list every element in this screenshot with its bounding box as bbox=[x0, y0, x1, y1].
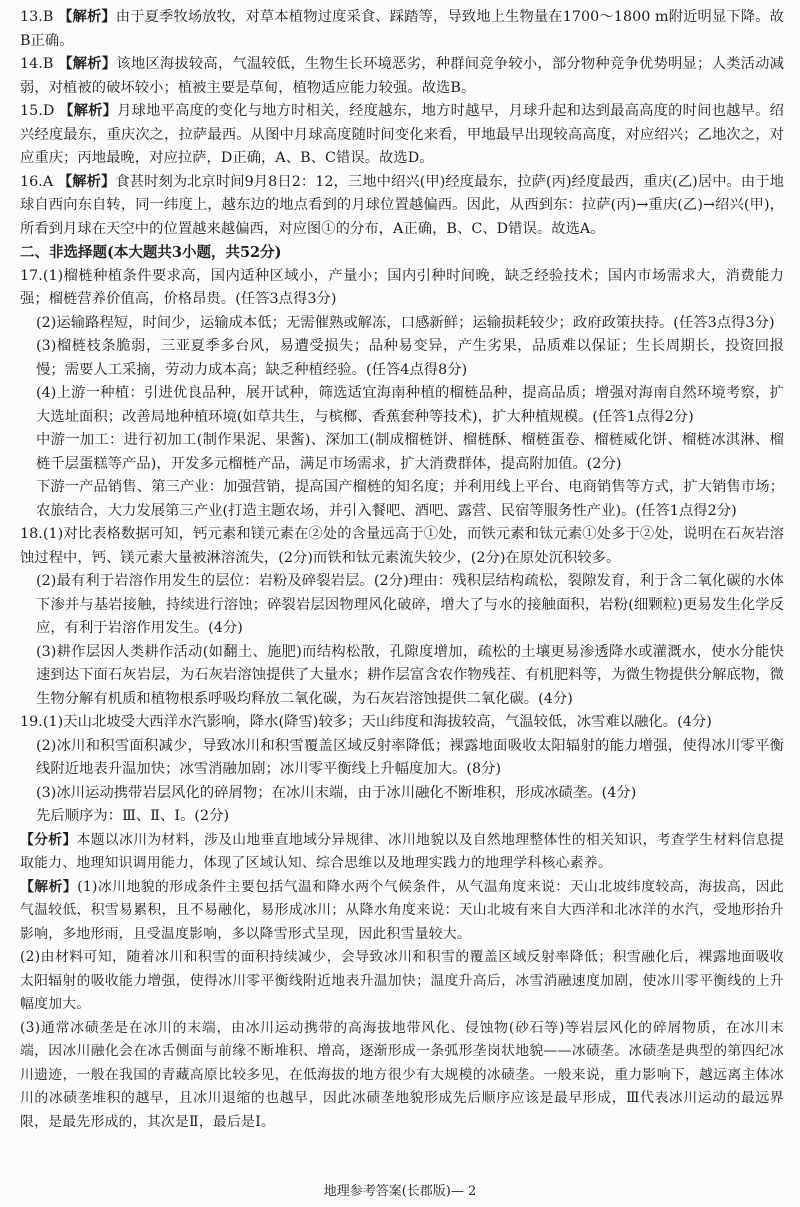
analysis-paragraph bbox=[20, 829, 784, 876]
q19-part2: (2)冰川和积雪面积减少，导致冰川和积雪覆盖区域反射率降低；裸露地面吸收太阳辐射的能力增强，使得冰川零平衡线附近地表升温加快；冰雪消融加剧；冰川零平衡线上升幅度加大。(8分) bbox=[36, 737, 784, 777]
q17-part3: (3)榴梿枝条脆弱，三亚夏季多台风，易遭受损失；品种易变异，产生劣果，品质难以保证；生长周期长，投资回报慢；需要人工采摘，劳动力成本高；缺乏种植经验。(任答4点得8分) bbox=[36, 338, 784, 378]
analysis-tag: 【分析】 bbox=[20, 831, 77, 848]
q19-part1: 19.(1)天山北坡受大西洋水汽影响，降水(降雪)较多；天山纬度和海拔较高，气温较低，冰雪难以融化。(4分) bbox=[20, 714, 712, 730]
answer-16 bbox=[20, 171, 784, 242]
analysis-tag: 【解析】 bbox=[57, 173, 116, 190]
answer-text: 由于夏季牧场放牧，对草本植物过度采食、踩踏等，导致地上生物量在1700～1800 m附近明显下降。故B正确。 bbox=[20, 9, 784, 49]
explanation-part1 bbox=[20, 876, 784, 947]
q17-part1: 17.(1)榴梿种植条件要求高，国内适种区域小，产量小；国内引种时间晚，缺乏经验技术；国内市场需求大，消费能力强；榴梿营养价值高，价格昂贵。(任答3点得3分) bbox=[20, 267, 784, 307]
analysis-tag: 【解析】 bbox=[59, 103, 118, 119]
explanation-text: (1)冰川地貌的形成条件主要包括气温和降水两个气候条件，从气温角度来说：天山北坡纬度较高，海拔高，因此气温较低，积雪易累积，且不易融化，易形成冰川；从降水角度来说：天山北坡有来自大西洋和北冰洋的水汽，受地形抬升影响，多地形雨，且受温度影响，多以降雪形式呈现，因此积雪量较大。 bbox=[20, 878, 784, 942]
answer-number: 13.B bbox=[20, 9, 54, 25]
q18-part3: (3)耕作层因人类耕作活动(如翻土、施肥)而结构松散，孔隙度增加，疏松的土壤更易渗透降水或灌溉水，使水分能快速到达下面石灰岩层，为石灰岩溶蚀提供了大量水；耕作层富含农作物残茬、有机肥料等，为微生物提供分解底物，微生物分解有机质和植物根系呼吸均释放二氧化碳，为石灰岩溶蚀提供二氧化碳。(4分) bbox=[36, 643, 784, 707]
q17-part4-downstream: 下游一产品销售、第三产业：加强营销，提高国产榴梿的知名度；并利用线上平台、电商销售等方式，扩大销售市场；农旅结合，大力发展第三产业(打造主题农场，并引入餐吧、酒吧、露营、民宿等服务性产业)。(任答1点得2分) bbox=[36, 479, 784, 519]
explanation-part3: (3)通常冰碛垄是在冰川的末端，由冰川运动携带的高海拔地带风化、侵蚀物(砂石等)等岩层风化的碎屑物质，在冰川末端，因冰川融化会在冰舌侧面与前缘不断堆积、增高，逐渐形成一条弧形垄岗状地貌——冰碛垄。冰碛垄是典型的第四纪冰川遗迹，一般在我国的青藏高原比较多见，在低海拔的地方很少有大规模的冰碛垄。一般来说，重力影响下，越远离主体冰川的冰碛垄堆积的越早，且冰川退缩的也越早，因此冰碛垄地貌形成先后顺序应该是最早形成，Ⅲ代表冰川运动的最远界限，是最先形成的，其次是Ⅱ，最后是Ⅰ。 bbox=[20, 1019, 784, 1130]
answer-13 bbox=[20, 6, 784, 53]
answer-text: 月球地平高度的变化与地方时相关，经度越东，地方时越早，月球升起和达到最高高度的时间也越早。绍兴经度最东，重庆次之，拉萨最西。从图中月球高度随时间变化来看，甲地最早出现较高高度，对应绍兴；乙地次之，对应重庆；丙地最晚，对应拉萨，D正确，A、B、C错误。故选D。 bbox=[20, 103, 784, 166]
q19-part3: (3)冰川运动携带岩层风化的碎屑物；在冰川末端，由于冰川融化不断堆积，形成冰碛垄。(4分) bbox=[36, 784, 637, 801]
answer-number: 15.D bbox=[20, 103, 55, 119]
q17-part4: (4)上游一种植：引进优良品种，展开试种，筛选适宜海南种植的榴梿品种，提高品质；增强对海南自然环境考察，扩大选址面积；改善局地种植环境(如草共生，与槟榔、香蕉套种等技术)，扩大种植规模。(任答1点得2分) bbox=[36, 385, 784, 425]
q17-part4-midstream: 中游一加工：进行初加工(制作果泥、果酱)、深加工(制成榴梿饼、榴梿酥、榴梿蛋卷、榴梿威化饼、榴梿冰淇淋、榴梿千层蛋糕等产品)，开发多元榴梿产品，满足市场需求，扩大消费群体，提高附加值。(2分) bbox=[36, 432, 784, 472]
analysis-tag: 【解析】 bbox=[58, 9, 116, 25]
q18-part2: (2)最有利于岩溶作用发生的层位：岩粉及碎裂岩层。(2分)理由：残积层结构疏松，裂隙发育，利于含二氧化碳的水体下渗并与基岩接触，持续进行溶蚀；碎裂岩层因物理风化破碎，增大了与水的接触面积，岩粉(细颗粒)更易发生化学反应，有利于岩溶作用发生。(4分) bbox=[36, 573, 784, 636]
answer-text: 食甚时刻为北京时间9月8日2：12，三地中绍兴(甲)经度最东，拉萨(丙)经度最西，重庆(乙)居中。由于地球自西向东自转，同一纬度上，越东边的地点看到的月球位置越偏西。因此，从西到东：拉萨(丙)→重庆(乙)→绍兴(甲)，所看到月球在天空中的位置越来越偏西，对应图①的分布，A正确，B、C、D错误。故选A。 bbox=[20, 173, 784, 237]
q18-part1: 18.(1)对比表格数据可知，钙元素和镁元素在②处的含量远高于①处，而铁元素和钛元素①处多于②处，说明在石灰岩溶蚀过程中，钙、镁元素大量被淋溶流失，(2分)而铁和钛元素流失较少，(2分)在原处沉积较多。 bbox=[20, 526, 784, 566]
answer-14 bbox=[20, 53, 784, 100]
answer-text: 该地区海拔较高，气温较低，生物生长环境恶劣，种群间竞争较小，部分物种竞争优势明显；人类活动减弱，对植被的破坏较小；植被主要是草甸，植物适应能力较强。故选B。 bbox=[20, 56, 784, 96]
explanation-part2: (2)由材料可知，随着冰川和积雪的面积持续减少，会导致冰川和积雪的覆盖区域反射率降低；积雪融化后，裸露地面吸收太阳辐射的吸收能力增强，使得冰川零平衡线附近地表升温加快；温度升高后，冰雪消融速度加剧，使冰川零平衡线的上升幅度加大。 bbox=[20, 949, 784, 1012]
answer-number: 16.A bbox=[20, 173, 54, 190]
answer-15 bbox=[20, 100, 784, 171]
analysis-tag: 【解析】 bbox=[58, 56, 117, 72]
explanation-tag: 【解析】 bbox=[20, 878, 78, 895]
section-title: 二、非选择题(本大题共3小题，共52分) bbox=[20, 244, 282, 261]
page-footer: 地理参考答案(长郡版)— 2 bbox=[323, 1184, 477, 1199]
q19-order: 先后顺序为：Ⅲ、Ⅱ、Ⅰ。(2分) bbox=[36, 808, 230, 824]
analysis-text: 本题以冰川为材料，涉及山地垂直地域分异规律、冰川地貌以及自然地理整体性的相关知识，考查学生材料信息提取能力、地理知识调用能力，体现了区域认知、综合思维以及地理实践力的地理学科核心素养。 bbox=[20, 831, 785, 871]
q17-part2: (2)运输路程短，时间少，运输成本低；无需催熟或解冻，口感新鲜；运输损耗较少；政府政策扶持。(任答3点得3分) bbox=[36, 314, 775, 331]
answer-number: 14.B bbox=[20, 56, 54, 72]
